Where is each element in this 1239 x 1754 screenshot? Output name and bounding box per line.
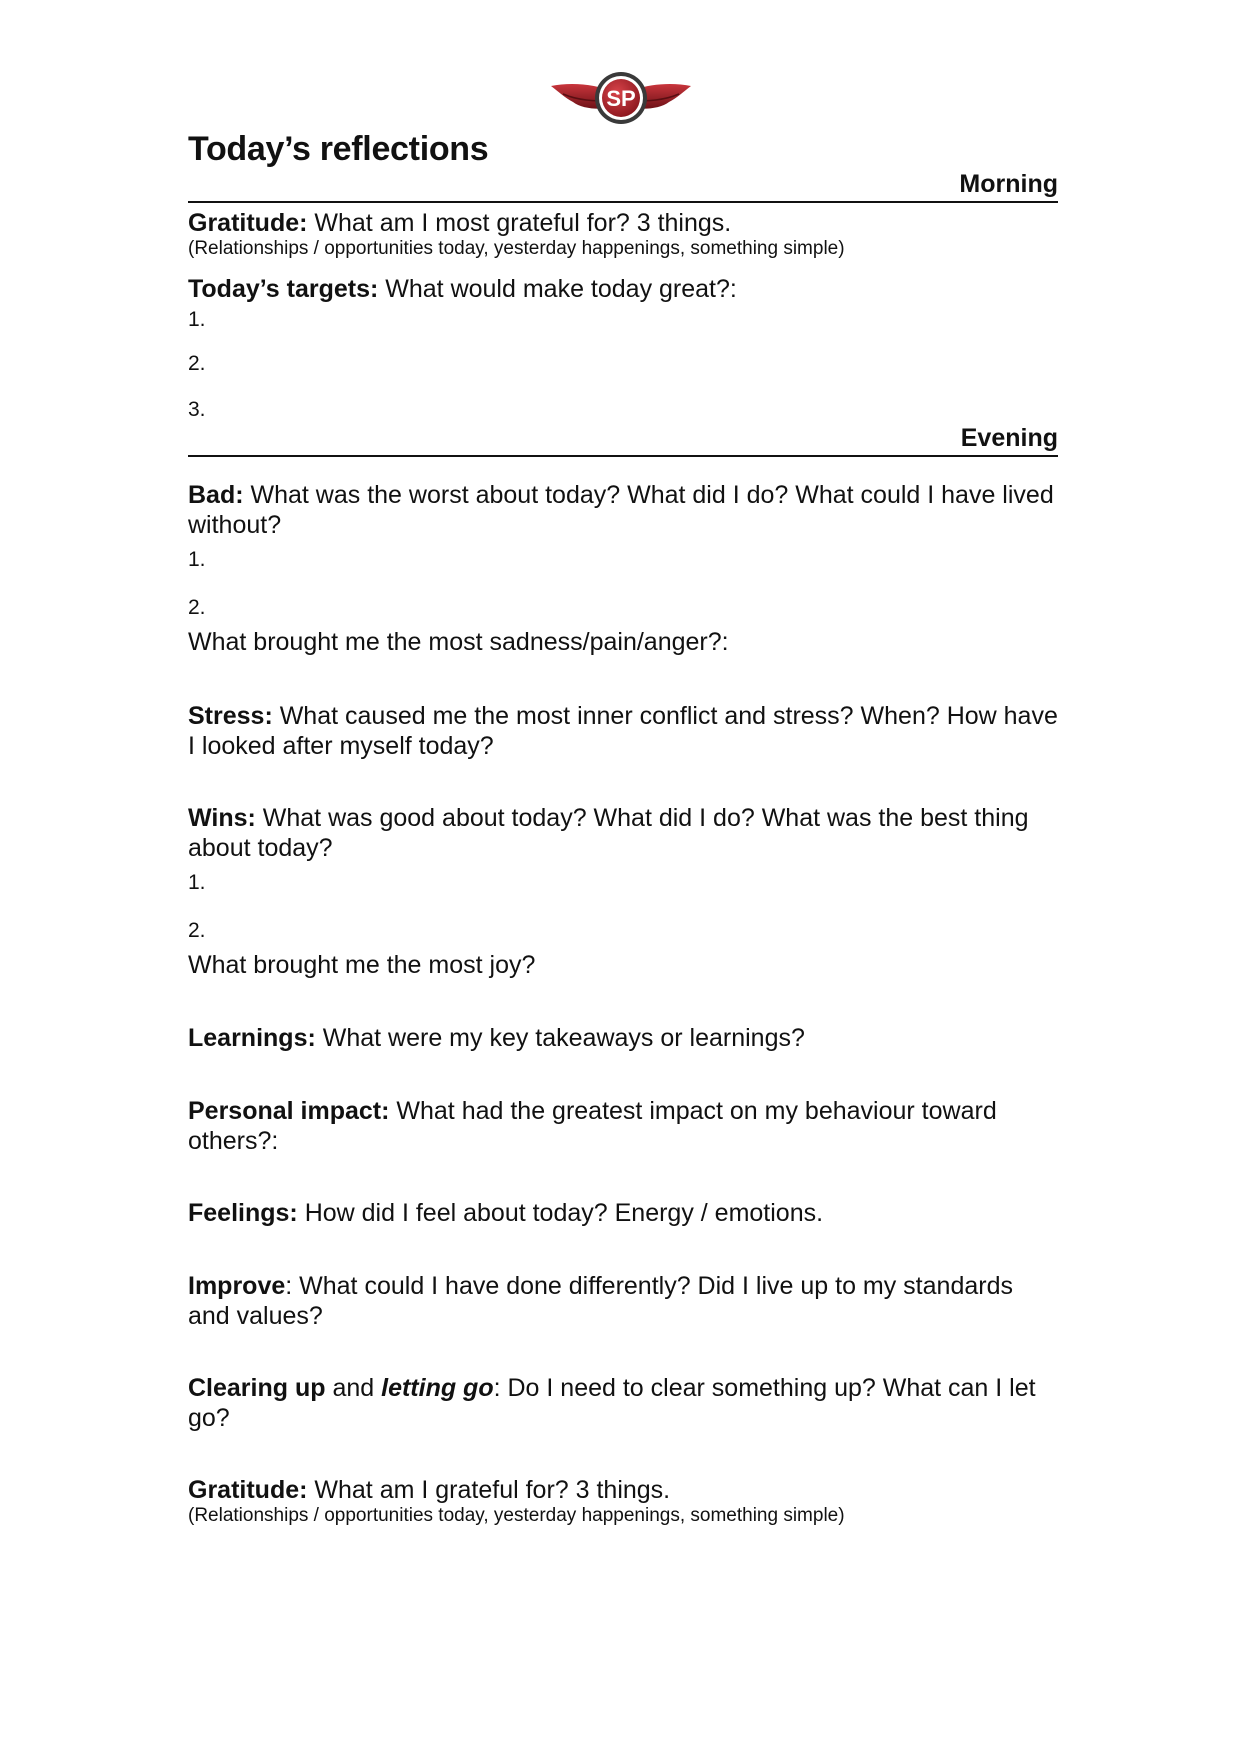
targets-label: Today’s targets: bbox=[188, 275, 379, 303]
personal-impact-question: What had the greatest impact on my behaviour toward others?: bbox=[188, 1097, 997, 1155]
wins-label: Wins: bbox=[188, 804, 256, 832]
morning-gratitude-label: Gratitude: bbox=[188, 209, 308, 237]
logo-text: SP bbox=[606, 86, 636, 111]
wins-followup: What brought me the most joy? bbox=[188, 951, 536, 979]
improve-label: Improve bbox=[188, 1272, 286, 1300]
letting-go-label: letting go bbox=[381, 1374, 494, 1402]
bad-label: Bad: bbox=[188, 481, 244, 509]
morning-gratitude-question: What am I most grateful for? 3 things. bbox=[307, 209, 732, 237]
bad-question: What was the worst about today? What did I do? What could I have lived without? bbox=[188, 481, 1054, 539]
morning-gratitude bbox=[188, 208, 1058, 260]
clearing-section bbox=[188, 1373, 1058, 1433]
wins-section bbox=[188, 803, 1058, 863]
clearing-question: : Do I need to clear something up? What can I let go? bbox=[188, 1374, 1036, 1432]
learnings-section bbox=[188, 1023, 1058, 1053]
clearing-label: Clearing up bbox=[188, 1374, 326, 1402]
wins-item-1: 1. bbox=[188, 871, 206, 894]
targets-question: What would make today great?: bbox=[378, 275, 737, 303]
wins-item-2: 2. bbox=[188, 919, 206, 942]
stress-label: Stress: bbox=[188, 702, 273, 730]
stress-question: What caused me the most inner conflict and stress? When? How have I looked after myself today? bbox=[188, 702, 1058, 760]
bad-section bbox=[188, 480, 1058, 540]
feelings-question: How did I feel about today? Energy / emotions. bbox=[297, 1199, 824, 1227]
bad-followup: What brought me the most sadness/pain/anger?: bbox=[188, 628, 729, 656]
bad-item-2: 2. bbox=[188, 596, 206, 619]
todays-targets bbox=[188, 274, 1058, 304]
bad-item-1: 1. bbox=[188, 548, 206, 571]
evening-gratitude-label: Gratitude: bbox=[188, 1476, 308, 1504]
feelings-section bbox=[188, 1198, 1058, 1228]
personal-impact-label: Personal impact: bbox=[188, 1097, 390, 1125]
improve-section bbox=[188, 1271, 1058, 1331]
page-title: Today’s reflections bbox=[188, 130, 489, 168]
stress-section bbox=[188, 701, 1058, 761]
targets-item-1: 1. bbox=[188, 308, 206, 331]
wins-question: What was good about today? What did I do? What was the best thing about today? bbox=[188, 804, 1029, 862]
personal-impact-section bbox=[188, 1096, 1058, 1156]
learnings-label: Learnings: bbox=[188, 1024, 316, 1052]
feelings-label: Feelings: bbox=[188, 1199, 298, 1227]
evening-gratitude-section bbox=[188, 1475, 1058, 1527]
evening-gratitude-question: What am I grateful for? 3 things. bbox=[307, 1476, 671, 1504]
sp-logo-icon bbox=[551, 70, 691, 134]
clearing-joiner: and bbox=[325, 1374, 382, 1402]
morning-heading: Morning bbox=[188, 170, 1058, 203]
targets-item-3: 3. bbox=[188, 398, 206, 421]
morning-gratitude-note: (Relationships / opportunities today, yesterday happenings, something simple) bbox=[188, 238, 845, 259]
targets-item-2: 2. bbox=[188, 352, 206, 375]
learnings-question: What were my key takeaways or learnings? bbox=[315, 1024, 805, 1052]
improve-question: : What could I have done differently? Did I live up to my standards and values? bbox=[188, 1272, 1013, 1330]
evening-heading: Evening bbox=[188, 424, 1058, 457]
evening-gratitude-note: (Relationships / opportunities today, yesterday happenings, something simple) bbox=[188, 1505, 845, 1526]
